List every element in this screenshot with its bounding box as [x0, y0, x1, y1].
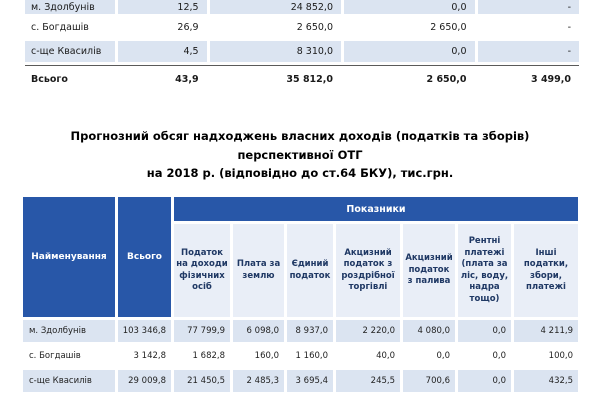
row-name-cell: с. Богдашів [25, 17, 115, 38]
table-cell: 21 450,5 [174, 370, 230, 392]
column-header: Рентні платежі (плата за ліс, воду, надра тощо) [458, 224, 511, 317]
section-title [0, 127, 600, 183]
table-cell: 100,0 [514, 345, 578, 367]
totals-label: Всього [25, 68, 115, 90]
totals-row [25, 68, 579, 90]
table-cell: 160,0 [233, 345, 284, 367]
table-row [25, 17, 579, 38]
row-name-cell: м. Здолбунів [25, 0, 115, 14]
column-header: Плата за землю [233, 224, 284, 317]
table-cell: 0,0 [458, 370, 511, 392]
column-header: Акцизний податок з палива [403, 224, 455, 317]
table-cell: 8 937,0 [287, 320, 333, 342]
table-cell: 4 211,9 [514, 320, 578, 342]
column-header: Податок на доходи фізичних осіб [174, 224, 230, 317]
table-cell: 29 009,8 [118, 370, 171, 392]
table-cell: 0,0 [458, 345, 511, 367]
table-cell: 6 098,0 [233, 320, 284, 342]
totals-divider [25, 65, 579, 90]
header-total-column: Всього [118, 197, 171, 317]
totals-cell: 35 812,0 [210, 68, 341, 90]
table-row [23, 370, 578, 392]
header-name-column: Найменування [23, 197, 115, 317]
column-header: Єдиний податок [287, 224, 333, 317]
table-cell: 245,5 [336, 370, 400, 392]
table-cell: 1 160,0 [287, 345, 333, 367]
upper-summary-table [25, 0, 579, 90]
table-cell: 26,9 [118, 17, 206, 38]
table-cell: 0,0 [344, 41, 475, 62]
table-cell: 2 650,0 [210, 17, 341, 38]
row-name-cell: с. Богдашів [23, 345, 115, 367]
table-cell: 12,5 [118, 0, 206, 14]
column-header: Акцизний податок з роздрібної торгівлі [336, 224, 400, 317]
table-cell: 8 310,0 [210, 41, 341, 62]
table-cell: - [478, 41, 580, 62]
table-row [23, 345, 578, 367]
table-cell: 3 695,4 [287, 370, 333, 392]
table-cell: 3 142,8 [118, 345, 171, 367]
totals-cell: 2 650,0 [344, 68, 475, 90]
column-header: Інші податки, збори, платежі [514, 224, 578, 317]
header-subcolumns [174, 224, 578, 317]
table-cell: 2 485,3 [233, 370, 284, 392]
table-cell: 24 852,0 [210, 0, 341, 14]
row-name-cell: с-ще Квасилів [25, 41, 115, 62]
totals-cell: 3 499,0 [478, 68, 580, 90]
table-cell: 1 682,8 [174, 345, 230, 367]
table-cell: 0,0 [458, 320, 511, 342]
title-line-1: Прогнозний обсяг надходжень власних доходів (податків та зборів) [70, 129, 530, 143]
table-cell: 4 080,0 [403, 320, 455, 342]
title-line-2: перспективної ОТГ [237, 147, 363, 162]
table-row [23, 320, 578, 342]
table-cell: 2 220,0 [336, 320, 400, 342]
table-cell: 77 799,9 [174, 320, 230, 342]
table-row [25, 0, 579, 14]
row-name-cell: с-ще Квасилів [23, 370, 115, 392]
table-cell: 700,6 [403, 370, 455, 392]
table-cell: 4,5 [118, 41, 206, 62]
table-cell: 40,0 [336, 345, 400, 367]
row-name-cell: м. Здолбунів [23, 320, 115, 342]
totals-cell: 43,9 [118, 68, 206, 90]
table-row [25, 41, 579, 62]
forecast-table-header [23, 197, 578, 317]
forecast-table [23, 197, 578, 395]
header-indicators-group [174, 197, 578, 317]
table-cell: 0,0 [403, 345, 455, 367]
table-cell: - [478, 17, 580, 38]
table-cell: - [478, 0, 580, 14]
table-cell: 432,5 [514, 370, 578, 392]
title-line-3: на 2018 р. (відповідно до ст.64 БКУ), тис.грн. [146, 166, 454, 180]
table-cell: 2 650,0 [344, 17, 475, 38]
table-cell: 103 346,8 [118, 320, 171, 342]
header-group-label: Показники [174, 197, 578, 221]
table-cell: 0,0 [344, 0, 475, 14]
